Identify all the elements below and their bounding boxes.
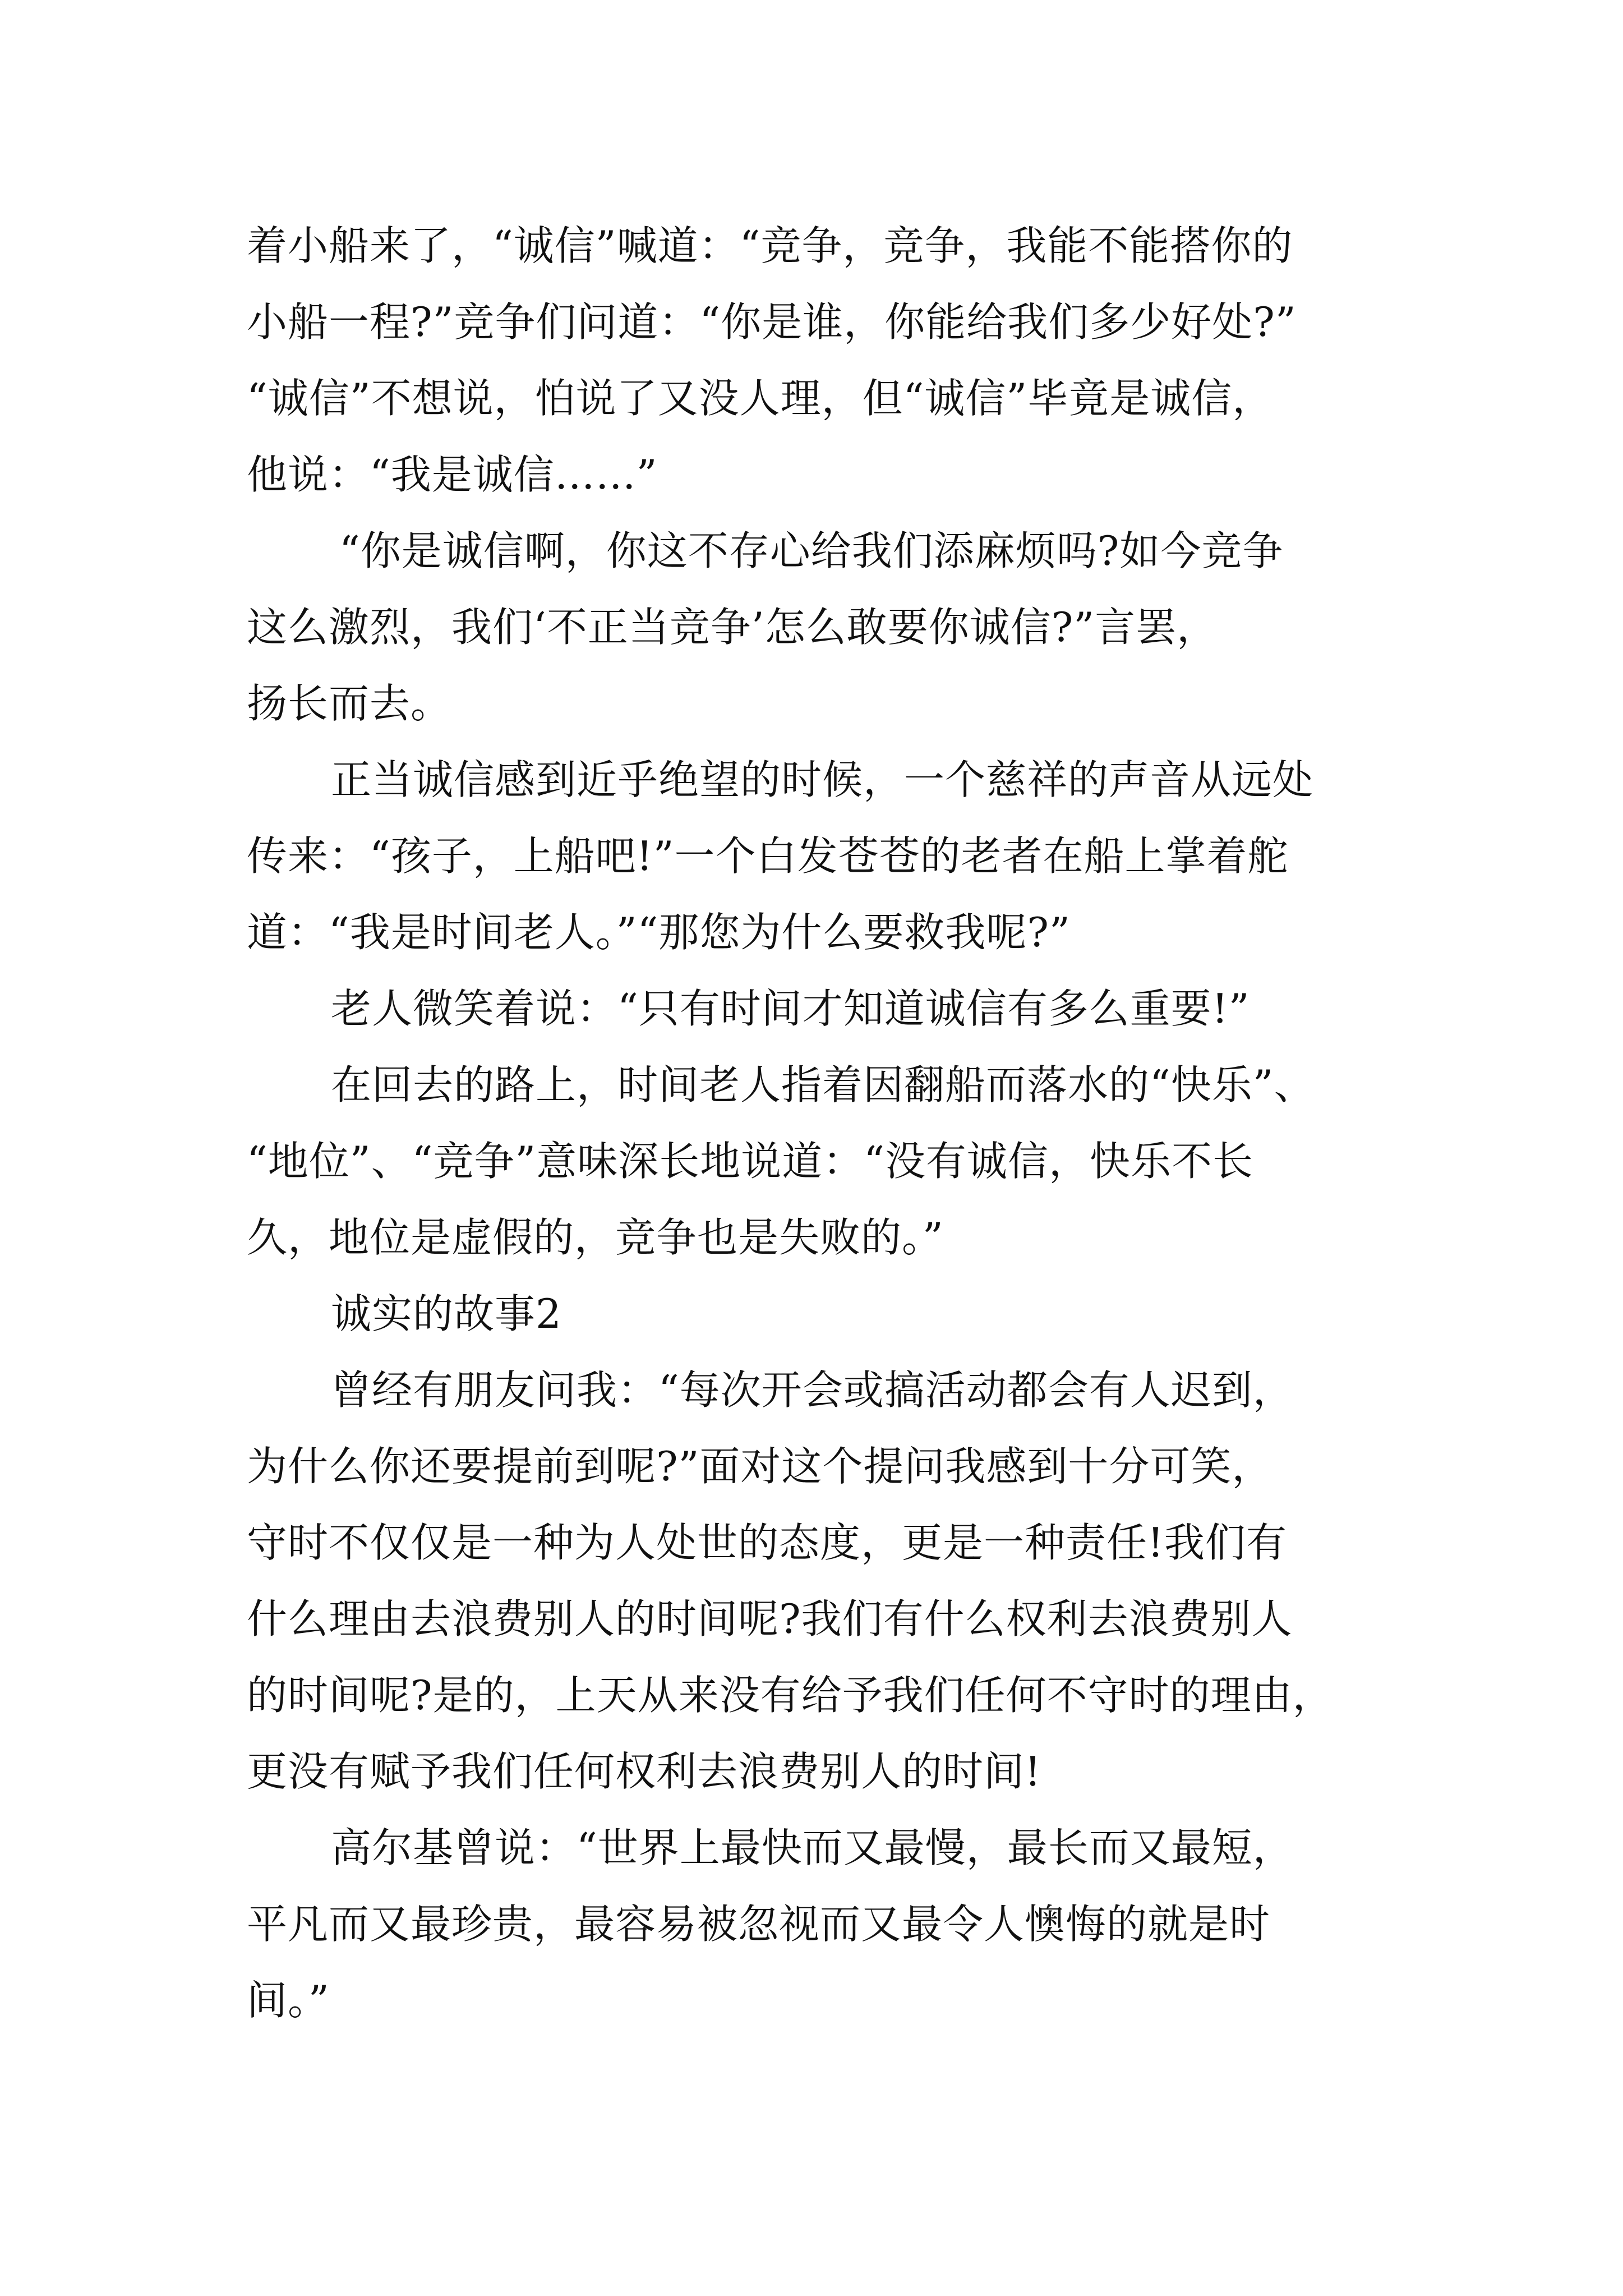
document-body bbox=[247, 208, 1385, 2039]
text-line: 他说：“我是诚信……” bbox=[247, 451, 658, 498]
paragraph-first-line: 在回去的路上，时间老人指着因翻船而落水的“快乐”、 bbox=[331, 1061, 1315, 1108]
text-line: 什么理由去浪费别人的时间呢?我们有什么权利去浪费别人 bbox=[247, 1595, 1293, 1642]
text-line: 传来：“孩子，上船吧!”一个白发苍苍的老者在船上掌着舵 bbox=[247, 832, 1289, 880]
paragraph-first-line: 正当诚信感到近乎绝望的时候，一个慈祥的声音从远处 bbox=[331, 756, 1314, 803]
paragraph-first-line: 曾经有朋友问我：“每次开会或搞活动都会有人迟到， bbox=[331, 1366, 1294, 1414]
text-line: 这么激烈，我们‘不正当竞争’怎么敢要你诚信?”言罢， bbox=[247, 604, 1218, 651]
paragraph-first-line: “你是诚信啊，你这不存心给我们添麻烦吗?如今竞争 bbox=[339, 527, 1284, 574]
text-line: 为什么你还要提前到呢?”面对这个提问我感到十分可笑， bbox=[247, 1443, 1273, 1490]
paragraph-first-line: 高尔基曾说：“世界上最快而又最慢，最长而又最短， bbox=[331, 1824, 1294, 1871]
paragraph-first-line: 老人微笑着说：“只有时间才知道诚信有多么重要!” bbox=[331, 985, 1250, 1032]
text-line: 间。” bbox=[247, 1977, 330, 2024]
text-line: 久，地位是虚假的，竞争也是失败的。” bbox=[247, 1214, 944, 1261]
text-line: 平凡而又最珍贵，最容易被忽视而又最令人懊悔的就是时 bbox=[247, 1901, 1271, 1948]
text-line: 的时间呢?是的，上天从来没有给予我们任何不守时的理由， bbox=[247, 1672, 1334, 1719]
text-line: 道：“我是时间老人。”“那您为什么要救我呢?” bbox=[247, 909, 1071, 956]
section-heading: 诚实的故事2 bbox=[331, 1290, 562, 1337]
text-line: 守时不仅仅是一种为人处世的态度，更是一种责任!我们有 bbox=[247, 1519, 1287, 1566]
text-line: 着小船来了，“诚信”喊道：“竞争，竞争，我能不能搭你的 bbox=[247, 222, 1293, 269]
text-line: 小船一程?”竞争们问道：“你是谁，你能给我们多少好处?” bbox=[247, 298, 1297, 346]
text-line: 更没有赋予我们任何权利去浪费别人的时间! bbox=[247, 1748, 1041, 1795]
text-line: “诚信”不想说，怕说了又没人理，但“诚信”毕竟是诚信， bbox=[247, 375, 1274, 422]
text-line: 扬长而去。 bbox=[247, 680, 452, 727]
text-line: “地位”、“竞争”意味深长地说道：“没有诚信，快乐不长 bbox=[247, 1138, 1254, 1185]
